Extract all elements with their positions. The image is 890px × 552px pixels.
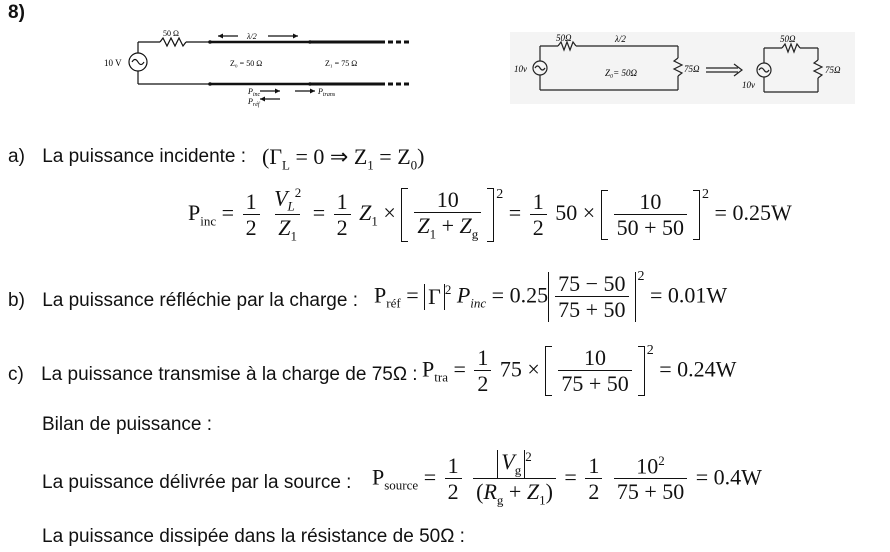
part-a-condition: ($\Gamma_L = 0$ ⇒ $Z_1 = Z_0$) (262, 144, 425, 173)
d2-load2-label: 75Ω (825, 65, 841, 75)
part-b-letter: b) (8, 290, 25, 311)
part-c-equation: $P_{tra}$ = $\frac{1}{2}$ 75 × $\frac{10}{75 + 50}$ $^2$ = 0.24W (422, 343, 737, 397)
svg-text:Ptrans (317, 87, 336, 98)
d2-length-label: λ/2 (615, 34, 626, 44)
part-a-text: La puissance incidente : (42, 146, 247, 167)
d2-source2-label: 10v (742, 80, 755, 90)
equivalent-circuit-sketch (510, 32, 855, 104)
d1-length-label: λ/2 (247, 32, 257, 41)
part-b-text: La puissance réfléchie par la charge : (42, 290, 358, 311)
part-a-equation: $P_{inc}$ = $\frac{1}{2}$ $\frac{V_L^2}{Z_1}$ = $\frac{1}{2}$ $Z_1$ × $\frac{10}{Z_1 + Z_g}$ $^2$ = $\frac{1}{2}$ 50 × $\frac{10}{50 + 50}$ $^2$ = 0.25W (188, 185, 792, 244)
transmission-line-diagram (100, 28, 420, 114)
source-power-result: = 0.4W (695, 464, 762, 490)
d1-rg-label: 50 Ω (163, 29, 179, 38)
d1-pinc-sub: inc (252, 92, 261, 98)
d2-rg2-label: 50Ω (780, 34, 796, 44)
source-power-text: La puissance délivrée par la source : (42, 472, 352, 493)
d2-source-label: 10v (514, 64, 527, 74)
d2-rg-label: 50Ω (556, 33, 572, 43)
d1-pinc-label: P (248, 87, 253, 96)
source-power-equation: $P_{source}$ = $\frac{1}{2}$ $\frac{V_g^2}{(R_g + Z_1)}$ = $\frac{1}{2}$ $\frac{10^2}{75 + 50}$ = 0.4W (372, 449, 762, 508)
part-c-result: = 0.24W (659, 356, 737, 382)
d1-z0-label: Z₀ = 50 Ω (230, 59, 263, 68)
d1-z1-label: Z₁ = 75 Ω (325, 59, 358, 68)
d1-ptrans-label: P (318, 87, 323, 96)
part-c-letter: c) (8, 364, 24, 385)
problem-number: 8) (8, 2, 25, 23)
dissipated-text: La puissance dissipée dans la résistance de 50Ω : (42, 526, 465, 547)
d1-pref-sub: réf (252, 102, 260, 108)
part-b-equation: $P_{réf} = \Gamma$ $^2$ $P_{inc} = 0.25$ $\frac{75 - 50}{75 + 50}$ $^2$ = 0.01W (374, 269, 728, 323)
d1-source-label: 10 V (104, 58, 122, 68)
svg-text:Préf (247, 97, 261, 108)
part-c-text: La puissance transmise à la charge de 75Ω : (41, 364, 418, 385)
bilan-heading: Bilan de puissance : (42, 414, 213, 435)
d2-z0-label: Z₀= 50Ω (605, 68, 637, 78)
d2-load-label: 75Ω (684, 64, 700, 74)
d1-pref-label: P (248, 97, 253, 106)
d1-ptrans-sub: trans (322, 92, 336, 98)
part-a-letter: a) (8, 146, 25, 167)
part-a-result: = 0.25W (714, 200, 792, 226)
part-b-result: = 0.01W (650, 282, 728, 308)
